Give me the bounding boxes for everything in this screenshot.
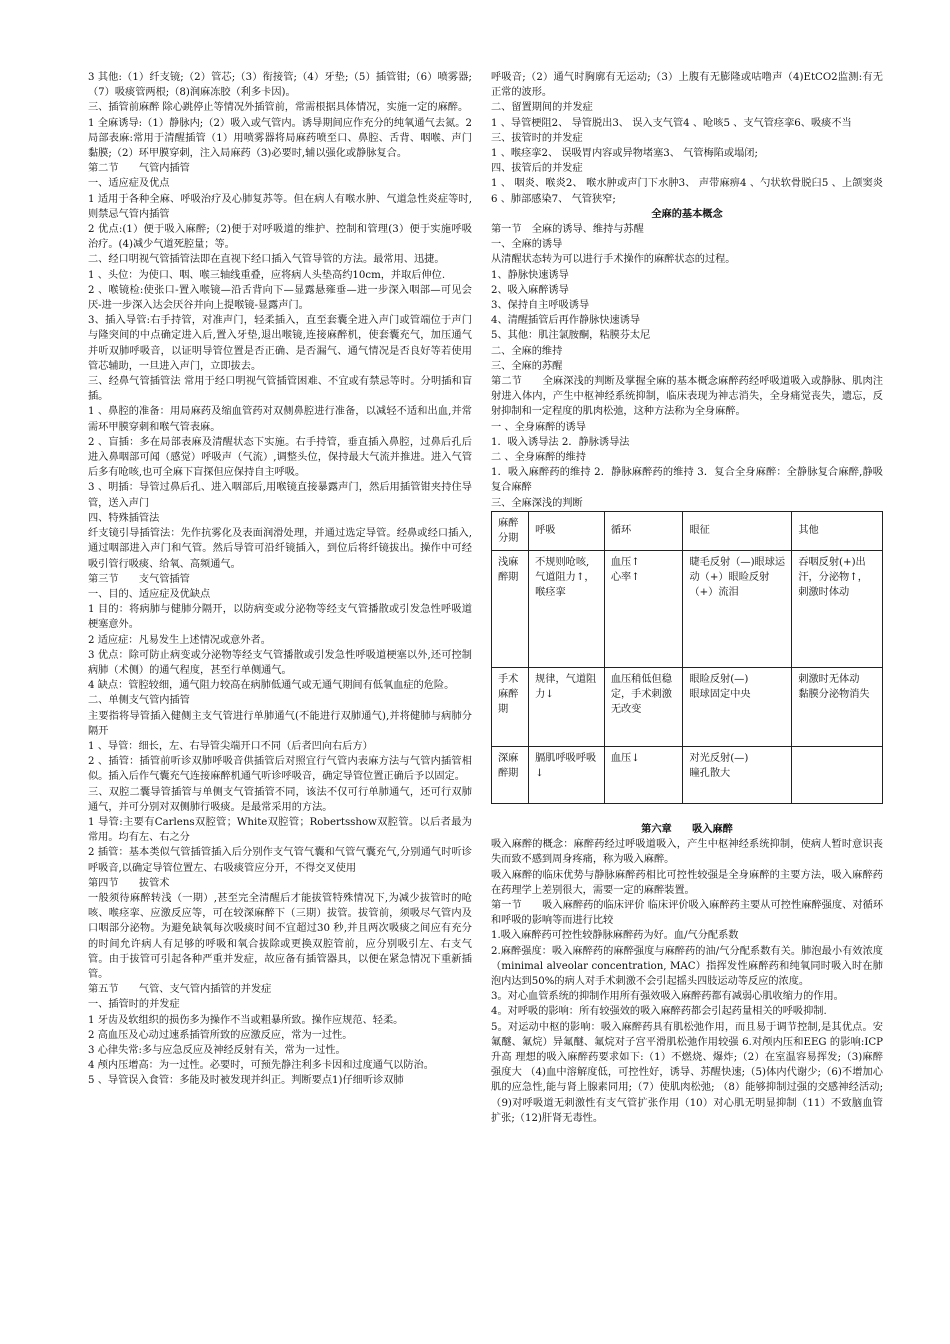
table-cell: 不规则呛咳,气道阻力↑，喉痉挛 bbox=[529, 550, 605, 667]
left-paragraph: 三、插管前麻醉 除心跳停止等情况外插管前，常需根据具体情况，实施一定的麻醉。 bbox=[88, 102, 469, 114]
left-paragraph: 2 高血压及心动过速系插管所致的应激反应，常为一过性。 bbox=[88, 1029, 353, 1041]
left-paragraph: 主要指将导管插入健侧主支气管进行单肺通气(不能进行双肺通气),并将健肺与病肺分隔开 bbox=[88, 710, 472, 737]
right-paragraph: 1．吸入麻醉药的维持 2．静脉麻醉药的维持 3．复合全身麻醉：全静脉复合麻醉,静吸复合麻醉 bbox=[491, 467, 883, 494]
left-paragraph: 2 适应症：凡易发生上述情况或意外者。 bbox=[88, 634, 271, 646]
left-paragraph: 1 牙齿及软组织的损伤多为操作不当或粗暴所致。操作应规范、轻柔。 bbox=[88, 1014, 404, 1026]
table-header-row bbox=[492, 511, 883, 550]
table-header-cell: 眼征 bbox=[683, 511, 792, 550]
left-paragraph: 二、经口明视气管插管法即在直视下经口插入气管导管的方法。最常用、迅捷。 bbox=[88, 254, 445, 266]
right-paragraph: 3。对心血管系统的抑制作用所有强效吸入麻醉药都有减弱心肌收缩力的作用。 bbox=[491, 991, 844, 1003]
section-heading: 第四节 拔管术 bbox=[88, 877, 170, 889]
right-paragraph: 四、拔管后的并发症 bbox=[491, 163, 583, 175]
right-paragraph: 2.麻醉强度：吸入麻醉药的麻醉强度与麻醉药的油/气分配系数有关。肺泡最小有效浓度（minimal alveolar concentration, MAC）指挥发性麻醉药和纯氧同时吸入时在肺泡内达到50%的病人对手术刺激不会引起摇头四肢运动等反应的浓度。 bbox=[491, 945, 883, 987]
table-cell: 血压稍低但稳定，手术刺激无改变 bbox=[604, 667, 683, 746]
left-paragraph: 5 、导管误入食管：多能及时被发现并纠正。判断要点1)仔细听诊双肺 bbox=[88, 1075, 404, 1087]
left-paragraph: 3、插入导管:右手持管，对准声门，轻柔插入，直至套囊全进入声门或管端位于声门与隆突间的中点确定进入后,置入牙垫,退出喉镜,连接麻醉机，使套囊充气，加压通气并听双肺呼吸音，以证明导管位置是否正确、是否漏气、通气情况是否良好等若使用管芯辅助，一旦进入声门，立即拔去。 bbox=[88, 315, 472, 372]
left-paragraph: 纤支镜引导插管法：先作抗雾化及表面润滑处理，并通过选定导管。经鼻或经口插入,通过咽部进入声门和气管。然后导管可沿纤镜插入，到位后将纤镜拔出。操作中可经吸引管行吸痰、给氧、高频通气。 bbox=[88, 528, 472, 570]
left-paragraph: 3 优点：除可防止病变或分泌物等经支气管播散或引发急性呼吸道梗塞以外,还可控制病肺（术侧）的通气程度，甚至行单侧通气。 bbox=[88, 649, 472, 676]
left-paragraph: 1 全麻诱导:（1）静脉内;（2）吸入或气管内。诱导期间应作充分的纯氧通气去氮。2 局部表麻:常用于清醒插管（1）用喷雾器将局麻药喷至口、鼻腔、舌背、咽喉、声门黏膜;（2）环甲膜穿刺，注入局麻药（3)必要时,辅以强化或静脉复合。 bbox=[88, 117, 472, 160]
right-paragraph: 二、留置期间的并发症 bbox=[491, 102, 593, 114]
table-cell: 眼睑反射(—) 眼球固定中央 bbox=[683, 667, 792, 746]
left-column bbox=[88, 70, 472, 1089]
left-paragraph: 1 、头位：为使口、咽、喉三轴线重叠，应将病人头垫高约10cm，并取后伸位. bbox=[88, 269, 446, 281]
left-paragraph: 4 颅内压增高：为一过性。必要时，可预先静注利多卡因和过度通气以防治。 bbox=[88, 1060, 434, 1072]
table-row bbox=[492, 746, 883, 803]
table-row bbox=[492, 550, 883, 667]
right-paragraph: 一 、全身麻醉的诱导 bbox=[491, 421, 586, 433]
left-paragraph: 2 插管：基本类似气管插管插入后分别作支气管气囊和气管气囊充气,分别通气时听诊呼吸音,以确定导管位置左、右吸痰管应分开，不得交叉使用 bbox=[88, 847, 472, 874]
right-paragraph: 二 、全身麻醉的维持 bbox=[491, 452, 586, 464]
table-header-cell: 循环 bbox=[604, 511, 683, 550]
right-paragraph: 1 、 咽炎、喉炎2、 喉水肿或声门下水肿3、 声带麻痹4 、勺状软骨脱臼5 、上颌窦炎6 、肺部感染7、 气管狭窄; bbox=[491, 178, 883, 205]
table-cell: 深麻醉期 bbox=[492, 746, 529, 803]
table-cell: 浅麻醉期 bbox=[492, 550, 529, 667]
table-header-cell: 其他 bbox=[792, 511, 883, 550]
spacer bbox=[491, 804, 883, 822]
left-paragraph: 一、适应症及优点 bbox=[88, 178, 170, 190]
table-header-cell: 麻醉分期 bbox=[492, 511, 529, 550]
left-paragraph: 2 、插管：插管前听诊双肺呼吸音供插管后对照宜行气管内表麻方法与气管内插管相似。插入后作气囊充气连接麻醉机通气听诊呼吸音，确定导管位置正确后予以固定。 bbox=[88, 756, 472, 783]
right-paragraph: 5。对运动中枢的影响：吸入麻醉药具有肌松弛作用，而且易于调节控制,是其优点。安氟醚、氟烷）异氟醚、氟烷对子宫平滑肌松弛作用较强 6.对颅内压和EEG 的影响:ICP 升高 理想的吸入麻醉药要求如下:（1）不燃烧、爆炸;（2）在室温容易挥发;（3)麻醉强度大 （4)血中溶解度低，可控性好，诱导、苏醒快速;（5)体内代谢少;（6)不增加心肌的应急性,能与肾上腺素同用;（7）使肌肉松弛; （8）能够抑制过强的交感神经活动;（9)对呼吸道无刺激性有支气管扩张作用（10）对心肌无明显抑制（11）不致脑血管扩张;（12)肝肾无毒性。 bbox=[491, 1021, 883, 1124]
left-paragraph: 1 适用于各种全麻、呼吸治疗及心肺复苏等。但在病人有喉水肿、气道急性炎症等时,则禁忌气管内插管 bbox=[88, 193, 472, 220]
left-paragraph: 4 缺点：管腔较细，通气阻力较高在病肺低通气或无通气期间有低氧血症的危险。 bbox=[88, 680, 455, 692]
left-paragraph: 三、经鼻气管插管法 常用于经口明视气管插管困难、不宜或有禁忌等时。分明插和盲插。 bbox=[88, 376, 472, 403]
right-paragraph: 1、静脉快速诱导 bbox=[491, 269, 569, 281]
left-paragraph: 3 其他:（1）纤支镜;（2）管芯;（3）衔接管;（4）牙垫;（5）插管钳;（6）喷雾器;（7）吸痰管两根;（8)润麻冻胶（利多卡因)。 bbox=[88, 72, 472, 99]
right-paragraph: 1 、喉痉挛2、 误吸胃内容或异物堵塞3、 气管梅陷或塌闭; bbox=[491, 148, 758, 160]
table-cell: 血压↓ bbox=[604, 746, 683, 803]
chapter-title: 全麻的基本概念 bbox=[651, 208, 723, 220]
left-paragraph: 1 、导管：细长，左、右导管尖端开口不同（后者凹向右后方） bbox=[88, 740, 373, 752]
right-paragraph: 三、拔管时的并发症 bbox=[491, 132, 583, 144]
right-paragraph: 4。对呼吸的影响：所有较强效的吸入麻醉药都会引起药量相关的呼吸抑制. bbox=[491, 1006, 827, 1018]
right-paragraph: 3、保持自主呼吸诱导 bbox=[491, 300, 590, 312]
table-cell: 睫毛反射（—)眼球运动（+）眼睑反射（+）流泪 bbox=[683, 550, 792, 667]
table-cell: 刺激时无体动 黏膜分泌物消失 bbox=[792, 667, 883, 746]
right-paragraph: 1．吸入诱导法 2．静脉诱导法 bbox=[491, 436, 630, 448]
left-paragraph: 1 、鼻腔的准备：用局麻药及缩血管药对双侧鼻腔进行准备，以减轻不适和出血,并常需环甲膜穿刺和喉气管表麻。 bbox=[88, 406, 472, 433]
table-cell: 膈肌呼吸呼吸↓ bbox=[529, 746, 605, 803]
right-paragraph: 4、清醒插管后再作静脉快速诱导 bbox=[491, 315, 641, 327]
left-paragraph: 2 、盲插：多在局部表麻及清醒状态下实施。右手持管，垂直插入鼻腔，过鼻后孔后进入鼻咽部可闻（感觉）呼吸声（气流）,调整头位，保持最大气流并推进。进入气管后多有呛咳,也可全麻下盲探但应保持自主呼吸。 bbox=[88, 436, 472, 479]
right-paragraph: 5、其他：肌注氯胺酮，粘膜芬太尼 bbox=[491, 330, 651, 342]
right-paragraph: 从清醒状态转为可以进行手术操作的麻醉状态的过程。 bbox=[491, 254, 736, 266]
left-paragraph: 2 、喉镜检:使张口-置入喉镜—沿舌背向下—显露悬雍垂—进一步深入咽部—可见会厌-进一步深入达会厌谷并向上提喉镜-显露声门。 bbox=[88, 284, 472, 312]
left-paragraph: 一、目的、适应症及优缺点 bbox=[88, 588, 211, 600]
left-paragraph: 一般须待麻醉转浅（一期）,甚至完全清醒后才能拔管特殊情况下,为减少拔管时的呛咳、喉痉挛、应激反应等，可在较深麻醉下（三期）拔管。拔管前，须吸尽气管内及口咽部分泌物。为避免缺氧每次吸痰时间不宜超过30 秒,并且两次吸痰之间应有充分的时间允许病人有足够的呼吸和氧合拔除或更换双腔管前，应分别吸引左、右支气管。由于拔管可引起各种严重并发症，故应备有插管器具，以便在紧急情况下重新插管。 bbox=[88, 892, 472, 980]
left-paragraph: 四、特殊插管法 bbox=[88, 512, 160, 524]
left-paragraph: 二、单侧支气管内插管 bbox=[88, 695, 190, 707]
table-cell: 手术麻醉期 bbox=[492, 667, 529, 746]
section-heading: 第二节 气管内插管 bbox=[88, 163, 190, 175]
table-cell: 吞咽反射(+)出汗，分泌物↑，刺激时体动 bbox=[792, 550, 883, 667]
section-heading: 第三节 支气管插管 bbox=[88, 573, 190, 585]
anesthesia-depth-table bbox=[491, 511, 883, 804]
left-paragraph: 1 目的：将病肺与健肺分隔开，以防病变或分泌物等经支气管播散或引发急性呼吸道梗塞意外。 bbox=[88, 604, 472, 631]
table-cell: 对光反射(—) 瞳孔散大 bbox=[683, 746, 792, 803]
section-heading: 第一节 吸入麻醉药的临床评价 临床评价吸入麻醉药主要从可控性麻醉强度、对循环和呼吸的影响等而进行比较 bbox=[491, 899, 883, 927]
right-paragraph: 第二节 全麻深浅的判断及掌握全麻的基本概念麻醉药经呼吸道吸入或静脉、肌肉注射进入体内，产生中枢神经系统抑制，临床表现为神志消失，全身痛觉丧失，遗忘，反射抑制和一定程度的肌肉松弛，这种方法称为全身麻醉。 bbox=[491, 376, 883, 418]
right-paragraph: 吸入麻醉的临床优势与静脉麻醉药相比可控性较强是全身麻醉的主要方法，吸入麻醉药在药理学上差别很大，需要一定的麻醉装置。 bbox=[491, 869, 883, 896]
right-column bbox=[491, 70, 883, 1126]
right-paragraph: 二、全麻的维持 bbox=[491, 345, 563, 357]
left-paragraph: 一、插管时的并发症 bbox=[88, 999, 180, 1011]
left-paragraph: 三、双腔二囊导管插管与单侧支气管插管不同，该法不仅可行单肺通气，还可行双肺通气，并可分别对双侧肺行吸痰。是最常采用的方法。 bbox=[88, 786, 472, 813]
left-paragraph: 2 优点:(1）便于吸入麻醉;（2)便于对呼吸道的维护、控制和管理(3）便于实施呼吸治疗。(4)减少气道死腔量；等。 bbox=[88, 224, 472, 251]
left-paragraph: 1 导管:主要有Carlens双腔管；White双腔管；Robertsshow双腔管。以后者最为常用。均有左、右之分 bbox=[88, 816, 472, 844]
section-heading: 第五节 气管、支气管内插管的并发症 bbox=[88, 984, 272, 996]
section-heading: 第一节 全麻的诱导、维持与苏醒 bbox=[491, 224, 644, 236]
table-row bbox=[492, 667, 883, 746]
chapter-title: 第六章 吸入麻醉 bbox=[641, 823, 733, 835]
table-cell: 规律，气道阻力↓ bbox=[529, 667, 605, 746]
right-paragraph: 2、吸入麻醉诱导 bbox=[491, 284, 569, 296]
right-paragraph: 1 、导管梗阻2、 导管脱出3、 误入支气管4 、呛咳5 、支气管痉挛6、吸痰不当 bbox=[491, 117, 852, 129]
left-paragraph: 3 心律失常:多与应急反应及神经反射有关，常为一过性。 bbox=[88, 1045, 346, 1056]
left-paragraph: 3 、明插：导管过鼻后孔、进入咽部后,用喉镜直接暴露声门，然后用插管钳夹持住导管，送入声门 bbox=[88, 482, 472, 509]
right-paragraph: 呼吸音;（2）通气时胸廓有无运动;（3）上腹有无膨隆或咕噜声（4)EtCO2监测:有无正常的波形。 bbox=[491, 72, 883, 99]
table-cell: 血压↑ 心率↑ bbox=[604, 550, 683, 667]
table-header-cell: 呼吸 bbox=[529, 511, 605, 550]
right-paragraph: 三、全麻的苏醒 bbox=[491, 360, 563, 372]
right-paragraph: 1.吸入麻醉药可控性较静脉麻醉药为好。血/气分配系数 bbox=[491, 930, 739, 942]
right-paragraph: 一、全麻的诱导 bbox=[491, 239, 563, 251]
right-paragraph: 吸入麻醉的概念：麻醉药经过呼吸道吸入，产生中枢神经系统抑制，使病人暂时意识丧失而致不感到周身疼痛，称为吸入麻醉。 bbox=[491, 839, 883, 866]
table-cell bbox=[792, 746, 883, 803]
right-paragraph: 三、全麻深浅的判断 bbox=[491, 497, 583, 509]
